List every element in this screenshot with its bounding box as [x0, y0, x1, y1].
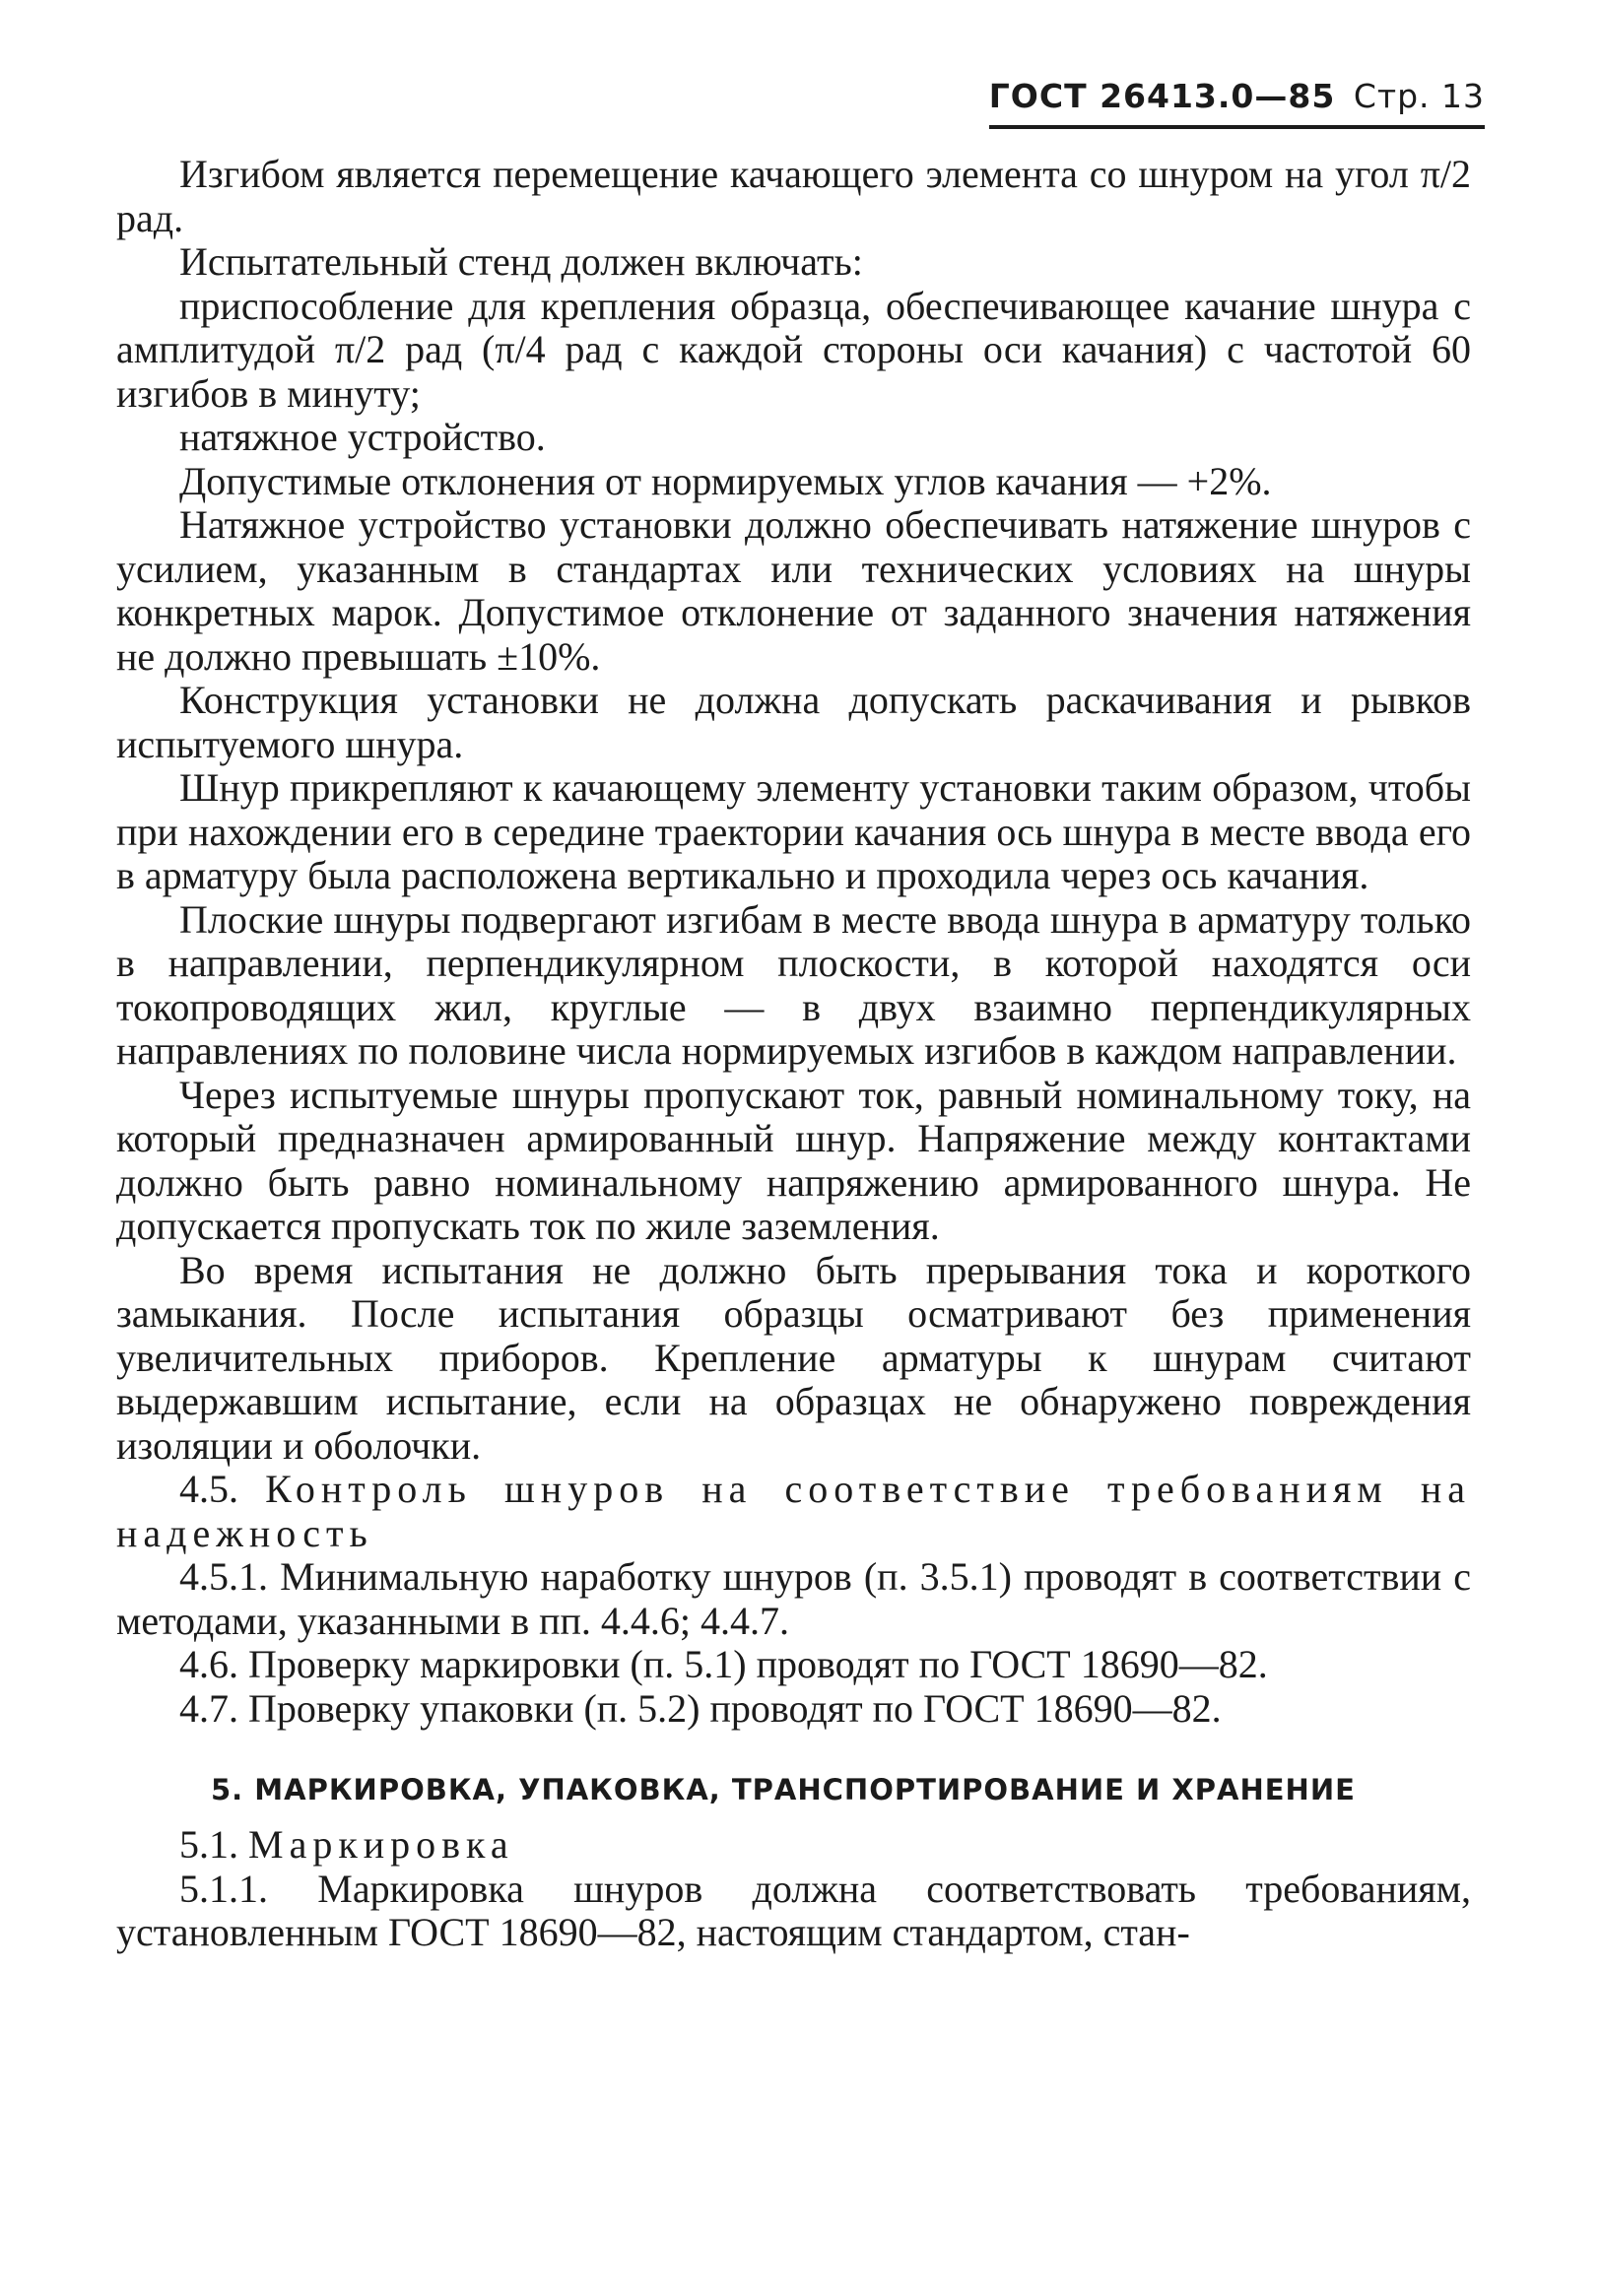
clause-4-7: 4.7. Проверку упаковки (п. 5.2) проводят по ГОСТ 18690—82. [179, 1685, 1222, 1731]
clause-4-5-1: 4.5.1. Минимальную наработку шнуров (п. 3.5.1) проводят в соответствии с методами, указанными в пп. 4.4.6; 4.4.7. [116, 1554, 1471, 1643]
paragraph-current: Через испытуемые шнуры пропускают ток, равный номинальному току, на который предназначен армированный шнур. Напряжение между контактами должно быть равно номинальному напряжению армированного шнура. Не допускается пропускать ток по жиле заземления. [116, 1072, 1471, 1248]
paragraph-tension-device: натяжное устройство. [179, 415, 546, 459]
clause-4-5-title: Контроль шнуров на соответствие требованиям на надежность [116, 1467, 1472, 1555]
paragraph-fixture: приспособление для крепления образца, обеспечивающее качание шнура с амплитудой π/2 рад (π/4 рад с каждой стороны оси качания) с частотой 60 изгибов в минуту; [116, 283, 1471, 416]
page-number: Стр. 13 [1353, 77, 1485, 115]
clause-5-1-1: 5.1.1. Маркировка шнуров должна соответствовать требованиям, установленным ГОСТ 18690—82, настоящим стандартом, стан- [116, 1866, 1471, 1954]
paragraph-flat-cords: Плоские шнуры подвергают изгибам в месте ввода шнура в арматуру только в направлении, перпендикулярном плоскости, в которой находятся оси токопроводящих жил, круглые — в двух взаимно перпендикулярных направлениях по половине числа нормируемых изгибов в каждом направлении. [116, 896, 1471, 1073]
standard-number: ГОСТ 26413.0—85 [988, 77, 1336, 115]
paragraph-no-swinging: Конструкция установки не должна допускать раскачивания и рывков испытуемого шнура. [116, 678, 1471, 766]
paragraph-bending-definition: Изгибом является перемещение качающего элемента со шнуром на угол π/2 рад. [116, 152, 1471, 240]
clause-5-1-number: 5.1. [179, 1822, 238, 1867]
clause-4-5 [116, 1468, 1471, 1555]
paragraph-test-result: Во время испытания не должно быть прерывания тока и короткого замыкания. После испытания образцы осматривают без применения увеличительных приборов. Крепление арматуры к шнурам считают выдержавшим испытание, если на образцах не обнаружено повреждения изоляции и оболочки. [116, 1247, 1471, 1468]
section-5-title: 5. МАРКИРОВКА, УПАКОВКА, ТРАНСПОРТИРОВАНИЕ И ХРАНЕНИЕ [211, 1773, 1356, 1806]
clause-5-1-title: Маркировка [248, 1822, 514, 1867]
paragraph-test-stand: Испытательный стенд должен включать: [179, 239, 863, 284]
clause-4-6: 4.6. Проверку маркировки (п. 5.1) проводят по ГОСТ 18690—82. [179, 1642, 1268, 1686]
paragraph-tension-requirements: Натяжное устройство установки должно обеспечивать натяжение шнуров с усилием, указанным в стандартах или технических условиях на шнуры конкретных марок. Допустимое отклонение от заданного значения натяжения не должно превышать ±10%. [116, 502, 1471, 679]
page-body [116, 153, 1471, 1955]
clause-4-5-number: 4.5. [179, 1467, 238, 1511]
page-header [989, 77, 1485, 129]
clause-5-1 [116, 1823, 1471, 1868]
paragraph-angle-tolerance: Допустимые отклонения от нормируемых углов качания — +2%. [179, 458, 1272, 503]
paragraph-cord-mounting: Шнур прикрепляют к качающему элементу установки таким образом, чтобы при нахождении его в середине траектории качания ось шнура в месте ввода его в арматуру была расположена вертикально и проходила через ось качания. [116, 765, 1471, 897]
